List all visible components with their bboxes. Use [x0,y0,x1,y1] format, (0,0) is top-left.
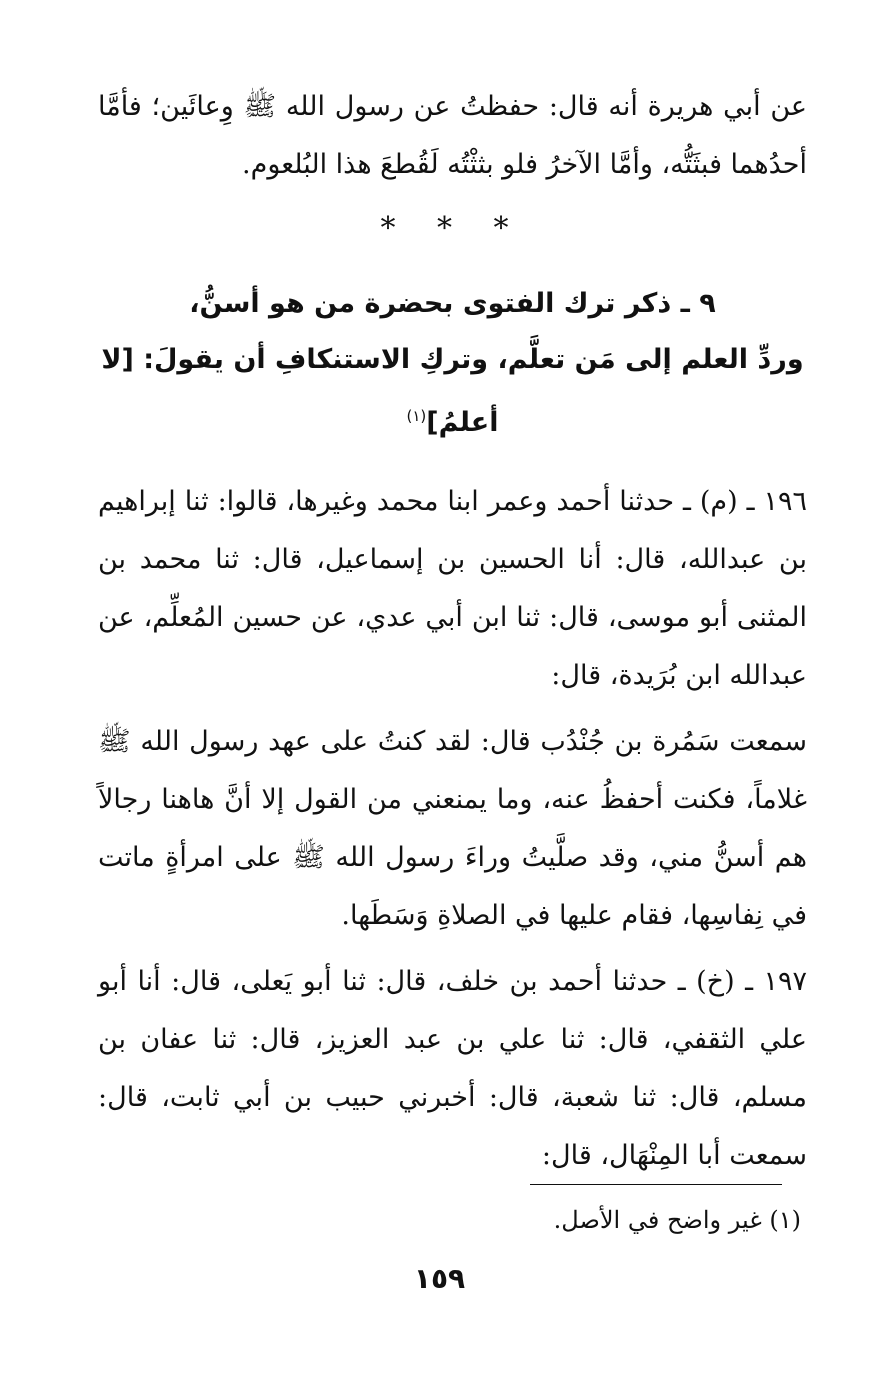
hadith-197-isnad: ١٩٧ ـ (خ) ـ حدثنا أحمد بن خلف، قال: ثنا أبو يَعلى، قال: أنا أبو علي الثقفي، قال: ثنا علي بن عبد العزيز، قال: ثنا عفان بن مسلم، قال: ثنا شعبة، قال: أخبرني حبيب بن أبي ثابت، قال: سمعت أبا المِنْهَال، قال: [98,966,807,1171]
heading-line-2 [98,332,807,451]
footnote: (١) غير واضح في الأصل. [553,1206,801,1234]
footnote-divider [530,1184,782,1185]
section-separator: * * * [380,211,525,246]
footnote-reference: (١) [406,407,427,425]
page-number: ١٥٩ [413,1262,466,1295]
heading-line-2-text: وردِّ العلم إلى مَن تعلَّم، وتركِ الاستنكافِ أن يقولَ: [لا أعلمُ] [101,344,804,438]
hadith-196-text: سمعت سَمُرة بن جُنْدُب قال: لقد كنتُ على عهد رسول الله ﷺ غلاماً، فكنت أحفظُ عنه، وما يمنعني من القول إلا أنَّ هاهنا رجالاً هم أسنُّ مني، وقد صلَّيتُ وراءَ رسول الله ﷺ على امرأةٍ ماتت في نِفاسِها، فقام عليها في الصلاةِ وَسَطَها. [98,726,807,931]
heading-line-1: ٩ ـ ذكر ترك الفتوى بحضرة من هو أسنُّ، [189,288,716,319]
hadith-196-isnad: ١٩٦ ـ (م) ـ حدثنا أحمد وعمر ابنا محمد وغيرها، قالوا: ثنا إبراهيم بن عبدالله، قال: أنا الحسين بن إسماعيل، قال: ثنا محمد بن المثنى أبو موسى، قال: ثنا ابن أبي عدي، عن حسين المُعلِّم، عن عبدالله ابن بُرَيدة، قال: [98,486,807,691]
section-heading [98,276,807,451]
opening-paragraph: عن أبي هريرة أنه قال: حفظتُ عن رسول الله ﷺ وِعائَين؛ فأمَّا أحدُهما فبثَتُّه، وأمَّا الآخرُ فلو بثثْتُه لَقُطعَ هذا البُلعوم. [98,91,807,180]
